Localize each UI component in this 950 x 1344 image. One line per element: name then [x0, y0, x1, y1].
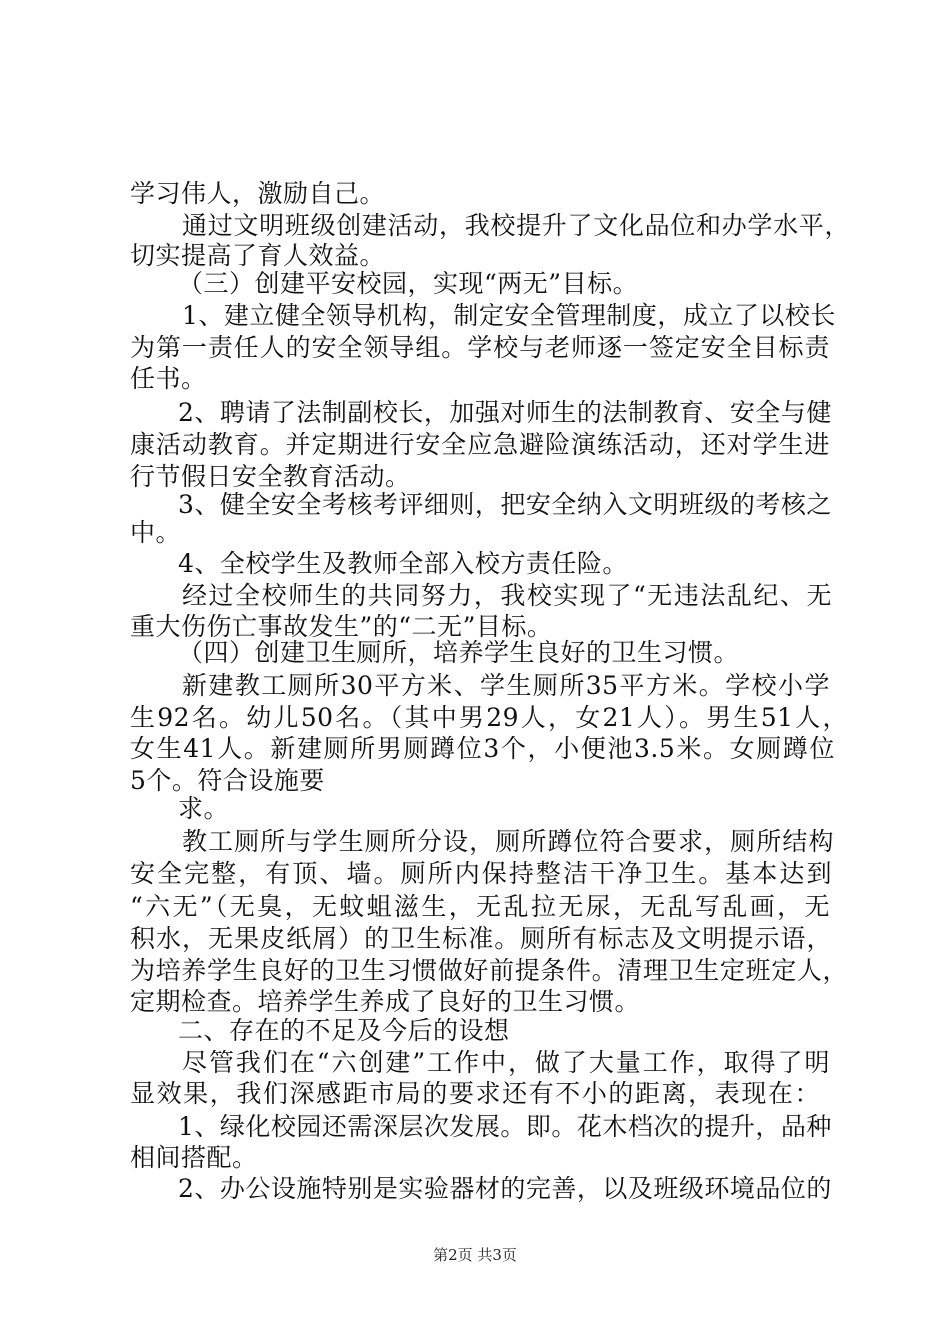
text-line: 1、建立健全领导机构，制定安全管理制度，成立了以校长	[182, 301, 836, 330]
text-line: 女生41人。新建厕所男厕蹲位3个，小便池3.5米。女厕蹲位	[130, 734, 835, 763]
section-heading: （四）创建卫生厕所，培养学生良好的卫生习惯。	[178, 638, 740, 667]
section-heading: （三）创建平安校园，实现“两无”目标。	[178, 269, 639, 298]
text-line: 生92名。幼儿50名。（其中男29人，女21人）。男生51人，	[130, 703, 848, 732]
text-line: 经过全校师生的共同努力，我校实现了“无违法乱纪、无	[182, 581, 832, 610]
text-line: 学习伟人，激励自己。	[130, 179, 386, 208]
text-line: 3、健全安全考核考评细则，把安全纳入文明班级的考核之	[178, 490, 832, 519]
text-line: 相间搭配。	[130, 1143, 258, 1172]
text-line: 新建教工厕所30平方米、学生厕所35平方米。学校小学	[182, 671, 830, 700]
text-line: 尽管我们在“六创建”工作中，做了大量工作，取得了明	[182, 1048, 830, 1077]
text-line: 康活动教育。并定期进行安全应急避险演练活动，还对学生进	[130, 430, 830, 459]
text-line: 求。	[178, 794, 230, 823]
text-line: 通过文明班级创建活动，我校提升了文化品位和办学水平，	[182, 211, 850, 240]
text-line: 任书。	[130, 364, 207, 393]
text-line: 积水，无果皮纸屑）的卫生标准。厕所有标志及文明提示语，	[130, 924, 832, 953]
text-line: “六无”（无臭，无蚊蛆滋生，无乱拉无尿，无乱写乱画，无	[130, 892, 830, 921]
text-line: 教工厕所与学生厕所分设，厕所蹲位符合要求，厕所结构	[182, 827, 834, 856]
text-line: 2、办公设施特别是实验器材的完善，以及班级环境品位的	[178, 1174, 832, 1203]
text-line: 2、聘请了法制副校长，加强对师生的法制教育、安全与健	[178, 398, 832, 427]
text-line: 安全完整，有顶、墙。厕所内保持整洁干净卫生。基本达到	[130, 859, 832, 888]
text-line: 为培养学生良好的卫生习惯做好前提条件。清理卫生定班定人，	[130, 956, 848, 985]
text-line: 重大伤伤亡事故发生”的“二无”目标。	[130, 612, 553, 641]
text-line: 1、绿化校园还需深层次发展。即。花木档次的提升，品种	[178, 1112, 832, 1141]
text-line: 5个。符合设施要	[130, 766, 325, 795]
text-line: 切实提高了育人效益。	[130, 241, 386, 270]
text-line: 为第一责任人的安全领导组。学校与老师逐一签定安全目标责	[130, 333, 830, 362]
text-line: 中。	[130, 518, 182, 547]
section-heading: 二、存在的不足及今后的设想	[178, 1016, 510, 1045]
text-line: 行节假日安全教育活动。	[130, 462, 411, 491]
text-line: 显效果，我们深感距市局的要求还有不小的距离，表现在：	[130, 1079, 820, 1108]
text-line: 4、全校学生及教师全部入校方责任险。	[178, 549, 628, 578]
page-number-footer: 第2页 共3页	[433, 1246, 517, 1264]
text-line: 定期检查。培养学生养成了良好的卫生习惯。	[130, 987, 641, 1016]
